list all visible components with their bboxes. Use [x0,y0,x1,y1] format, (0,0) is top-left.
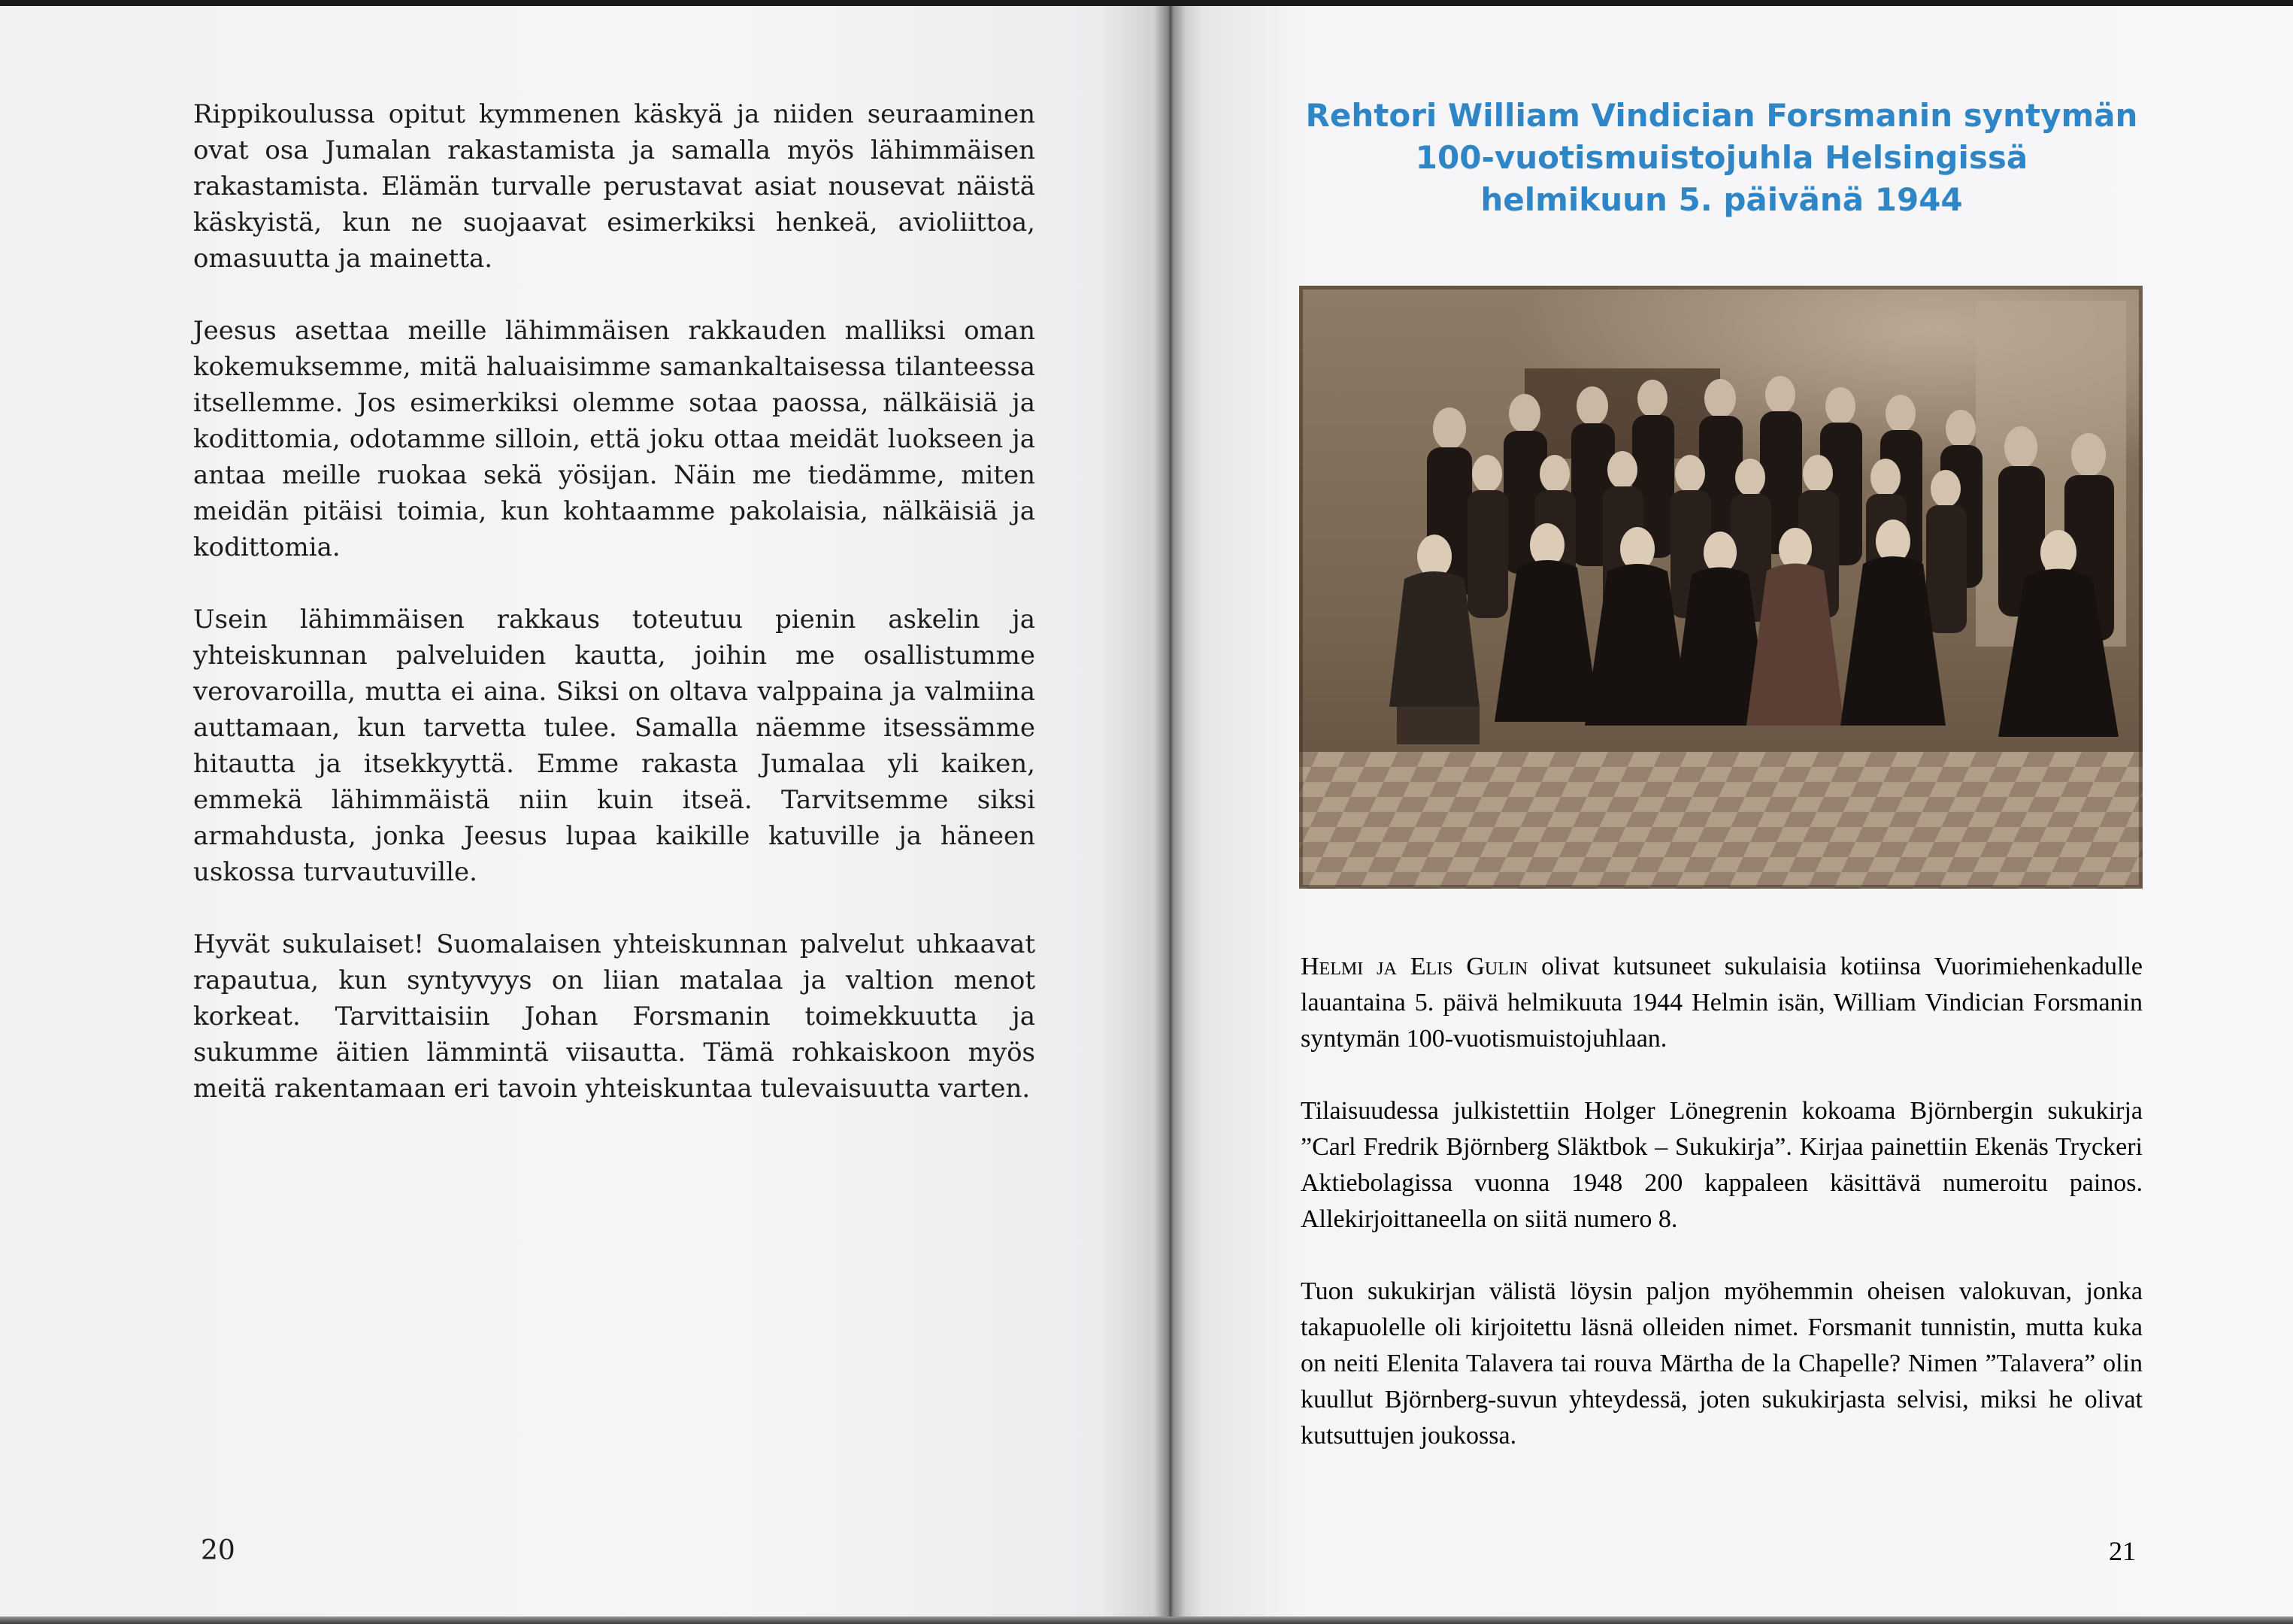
photo-floor-shade [1299,752,2143,889]
title-line-2: 100-vuotismuistojuhla Helsingissä [1415,139,2028,176]
right-page-body [1301,949,2143,1490]
right-paragraph-3: Tuon sukukirjan välistä löysin paljon myöhemmin oheisen valokuvan, jonka takapuolelle oli kirjoitettu läsnä olleiden nimet. Forsmanit tunnistin, mutta kuka on neiti Elenita Talavera tai rouva Märtha de la Chapelle? Nimen ”Talavera” olin kuullut Björnberg-suvun yhteydessä, joten sukukirjasta selvisi, miksi he olivat kutsuttujen joukossa. [1301,1277,2143,1450]
caption-lead-names: Helmi ja Elis Gulin [1301,953,1528,980]
title-line-3: helmikuun 5. päivänä 1944 [1480,181,1963,218]
page-title [1289,95,2154,221]
right-paragraph-2: Tilaisuudessa julkistettiin Holger Lönegrenin kokoama Björnbergin sukukirja ”Carl Fredrik Björnberg Släktbok – Sukukirja”. Kirjaa painettiin Ekenäs Tryckeri Aktiebolagissa vuonna 1948 200 kappaleen käsittävä numeroitu painos. Allekirjoittaneella on siitä numero 8. [1301,1097,2143,1233]
title-line-1: Rehtori William Vindician Forsmanin syntymän [1305,97,2138,134]
left-page-number: 20 [201,1535,235,1566]
group-photograph [1299,286,2143,889]
right-paragraph-1 [1301,949,2143,1057]
left-paragraph-1: Rippikoulussa opitut kymmenen käskyä ja niiden seuraaminen ovat osa Jumalan rakastamista ja samalla myös lähimmäisen rakastamista. Elämän turvalle perustavat asiat nousevat näistä käskyistä, kun ne suojaavat esimerkiksi henkeä, avioliittoa, omasuutta ja mainetta. [193,99,1035,274]
scan-bottom-edge [0,1616,2293,1624]
left-paragraph-3: Usein lähimmäisen rakkaus toteutuu pienin askelin ja yhteiskunnan palveluiden kautta, joihin me osallistumme verovaroilla, mutta ei aina. Siksi on oltava valppaina ja valmiina auttamaan, kun tarvetta tulee. Samalla näemme itsessämme hitautta ja itsekkyyttä. Emme rakasta Jumalaa yli kaiken, emmekä lähimmäistä niin kuin itseä. Tarvitsemme siksi armahdusta, jonka Jeesus lupaa kaikille katuville ja häneen uskossa turvautuville. [193,604,1035,887]
right-paragraph-1-rest: olivat kutsuneet sukulaisia kotiinsa Vuorimiehenkadulle lauantaina 5. päivä helmikuuta 1944 Helmin isän, William Vindician Forsmanin syntymän 100-vuotismuistojuhlaan. [1301,953,2143,1053]
photo-painting [1525,368,1720,459]
scan-top-edge [0,0,2293,6]
left-page-body [193,96,1035,1143]
left-paragraph-4: Hyvät sukulaiset! Suomalaisen yhteiskunnan palvelut uhkaavat rapautua, kun syntyvyys on liian matalaa ja valtion menot korkeat. Tarvittaisiin Johan Forsmanin toimekkuutta ja sukumme äitien lämmintä viisautta. Tämä rohkaiskoon myös meitä rakentamaan eri tavoin yhteiskuntaa tulevaisuutta varten. [193,929,1035,1104]
left-paragraph-2: Jeesus asettaa meille lähimmäisen rakkauden malliksi oman kokemuksemme, mitä haluaisimme samankaltaisessa tilanteessa itsellemme. Jos esimerkiksi olemme sotaa paossa, nälkäisiä ja kodittomia, odotamme silloin, että joku ottaa meidät luokseen ja antaa meille ruokaa sekä yösijan. Näin me tiedämme, miten meidän pitäisi toimia, kun kohtaamme pakolaisia, nälkäisiä ja kodittomia. [193,316,1035,562]
right-page-number: 21 [2109,1536,2136,1566]
